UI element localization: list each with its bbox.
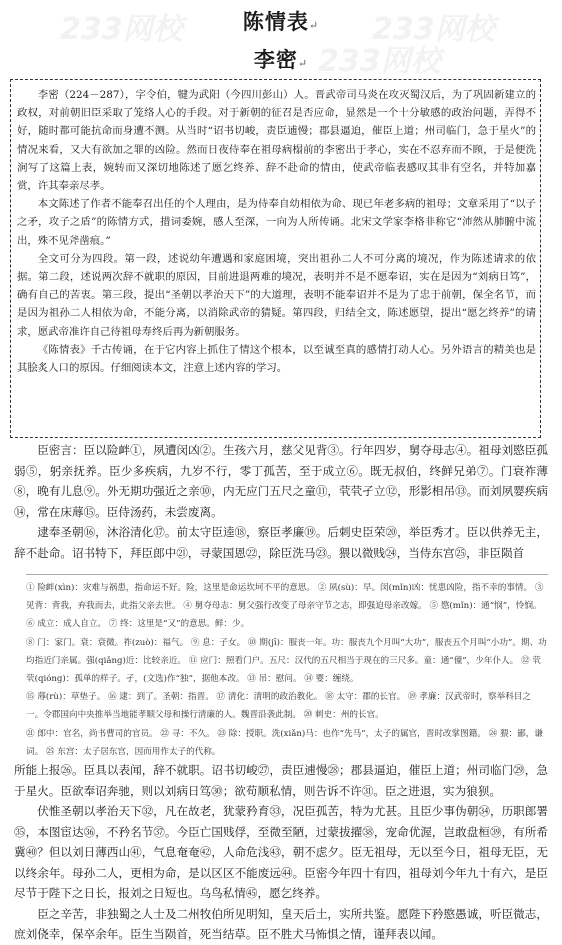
paragraph-mark: ↵	[297, 57, 309, 70]
footnote-line: ⑧ 门：家门。衰：衰微。祚(zuò)：福气。 ⑨ 息：子女。 ⑩ 期(jī)：服丧一年。功：服丧九个月叫“大功”，服丧五个月叫“小功”。期、功均指近门亲属。强(qiǎng)近：比较亲近。 ⑪ 应门：照看门户。五尺：汉代的五尺相当于现在的三尺多。童：通“僮”，少年仆人。 ⑫ 茕茕(qióng)：孤单的样子。孑，(文选)作“独”，据他本改。 ⑬ 吊：慰问。 ⑭ 婴：缠绕。	[26, 637, 547, 685]
intro-paragraph: 本文陈述了作者不能奉召出任的个人理由，是为侍奉自幼相依为命、现已年老多病的祖母；文章采用了“以子之矛，攻子之盾”的陈情方式，措词委婉，感人至深，一向为人所传诵。北宋文学家李格非称它“沛然从肺腑中流出，殊不见斧凿痕。”	[17, 198, 536, 247]
page-title	[0, 6, 562, 36]
text-paragraph: 臣密言：臣以险衅①，夙遭闵凶②。生孩六月，慈父见背③。行年四岁，舅夺母志④。祖母刘愍臣孤弱⑤，躬亲抚养。臣少多疾病，九岁不行，零丁孤苦，至于成立⑥。既无叔伯，终鲜兄弟⑦。门衰祚薄⑧，晚有儿息⑨。外无期功强近之亲⑩，内无应门五尺之童⑪，茕茕孑立⑫，形影相吊⑬。而刘夙婴疾病⑭，常在床蓐⑮。臣侍汤药，未尝废离。	[14, 443, 548, 519]
intro-paragraph: 《陈情表》千古传诵，在于它内容上抓住了情这个根本，以至诚至真的感情打动人心。另外语言的精美也是其脍炙人口的原因。仔细阅读本文，注意上述内容的学习。	[17, 343, 536, 375]
paragraph-mark: ↵	[308, 19, 320, 32]
footnotes	[26, 574, 548, 761]
watermark: 233网校	[60, 12, 183, 47]
title-text: 陈情表	[242, 9, 309, 34]
footnote-line: ㉑ 郎中：官名，尚书曹司的官员。 ㉒ 寻：不久。 ㉓ 除：授职。洗(xiǎn)马：也作“先马”，太子的属官，晋时改掌图籍。 ㉔ 猥：鄙，谦词。 ㉕ 东宫：太子居东宫，因而用作太子的代称。	[26, 728, 543, 757]
text-paragraph: 伏惟圣朝以孝治天下㉜，凡在故老，犹蒙矜育㉝，况臣孤苦，特为尤甚。且臣少事伪朝㉞，历职郎署㉟，本图宦达㊱，不矜名节㊲。今臣亡国贱俘，至微至陋，过蒙拔擢㊳，宠命优渥，岂敢盘桓㊴，有所希冀㊵？但以刘日薄西山㊶，气息奄奄㊷，人命危浅㊸，朝不虑夕。臣无祖母，无以至今日，祖母无臣，无以终余年。母孙二人，更相为命，是以区区不能废远㊹。臣密今年四十有四，祖母刘今年九十有六，是臣尽节于陛下之日长，报刘之日短也。乌鸟私情㊺，愿乞终养。	[14, 804, 548, 900]
footnote-line: ① 险衅(xìn)：灾难与祸患，指命运不好。险，这里是命运坎坷不平的意思。 ② 夙(sù)：早。闵(mǐn)凶：忧患凶险，指不幸的事情。 ③ 见背：背我，弃我而去，此指父亲去世。 ④ 舅夺母志：舅父强行改变了母亲守节之志，即强迫母亲改嫁。 ⑤ 愍(mǐn)：通“悯”，怜悯。 ⑥ 成立：成人自立。 ⑦ 终：这里是“又”的意思。鲜：少。	[26, 583, 544, 630]
text-paragraph: 所能上报㉖。臣具以表闻，辞不就职。诏书切峻㉗，责臣逋慢㉘；郡县逼迫，催臣上道；州司临门㉙，急于星火。臣欲奉诏奔驰，则以刘病日笃㉚；欲苟顺私情，则告诉不许㉛。臣之进退，实为狼狈。	[14, 763, 548, 798]
text-paragraph: 逮奉圣朝⑯，沐浴清化⑰。前太守臣逵⑱，察臣孝廉⑲。后刺史臣荣⑳，举臣秀才。臣以供养无主，辞不赴命。诏书特下，拜臣郎中㉑，寻蒙国恩㉒，除臣洗马㉓。猥以微贱㉔，当侍东宫㉕，非臣陨首	[14, 525, 548, 560]
footnote-line: ⑮ 蓐(rù)：草垫子。 ⑯ 逮：到了。圣朝：指晋。 ⑰ 清化：清明的政治教化。 ⑱ 太守：郡的长官。 ⑲ 孝廉：汉武帝时，察举科目之一。令郡国向中央推举当地能孝顺父母和操行清廉的人。魏晋沿袭此制。 ⑳ 刺史：州的长官。	[26, 692, 531, 721]
author-text: 李密	[253, 47, 298, 72]
watermark: 233网校	[372, 12, 495, 47]
main-text-bottom	[14, 760, 548, 945]
main-text-top	[14, 440, 548, 563]
intro-paragraph: 李密（224－287），字令伯，犍为武阳（今四川彭山）人。晋武帝司马炎在攻灭蜀汉后，为了巩固新建立的政权，对前朝旧臣采取了笼络人心的手段。对于新朝的征召是否应命，显然是一个十分敏感的政治问题，弄得不好，随时都可能抗命而身遭不测。从当时“诏书切峻，责臣逋慢；郡县逼迫，催臣上道；州司临门，急于星火”的情况来看，又大有欲加之罪的凶险。然而日夜侍奉在祖母病榻前的李密出于孝心，实在不忍弃而不顾，于是便洗涧写了这篇上表，婉转而又深切地陈述了愿乞终养、辞不赴命的情由，使武帝临表感叹其非有空名，并特加嘉赏，许其奉亲尽孝。	[17, 89, 536, 193]
text-paragraph: 臣之辛苦，非独蜀之人士及二州牧伯所见明知，皇天后土，实所共鉴。愿陛下矜愍愚诚，听臣微志，庶刘侥幸，保卒余年。臣生当陨首，死当结草。臣不胜犬马怖惧之情，谨拜表以闻。	[14, 906, 548, 941]
watermark: 233网校	[318, 44, 441, 79]
intro-box	[10, 79, 541, 438]
author-name	[0, 44, 562, 74]
intro-paragraph: 全文可分为四段。第一段，述说幼年遭遇和家庭困境，突出祖孙二人不可分离的境况，作为陈述请求的依据。第二段，述说两次辞不就职的原因，目前进退两难的境况，表明并不是不愿奉诏，实在是因为“刘病日笃”，确有自己的苦衷。第三段，提出“圣朝以孝治天下”的大道理，表明不能奉诏并不是为了忠于前朝，保全名节，而是因为祖孙二人相依为命，不能分离，以消除武帝的猜疑。第四段，归结全文，陈述愿望，提出“愿乞终养”的请求，愿武帝准许自己待祖母寿终后再为新朝服务。	[17, 252, 536, 338]
